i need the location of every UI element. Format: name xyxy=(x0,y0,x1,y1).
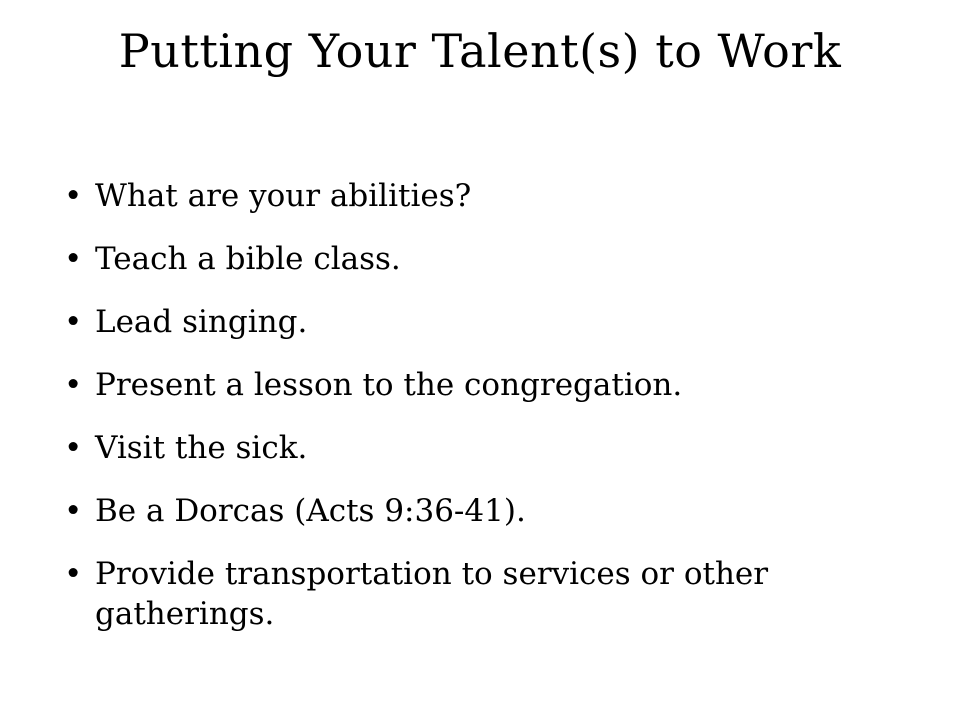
bullet-dot: • xyxy=(64,367,83,403)
bullet-dot: • xyxy=(64,556,83,592)
bullet-item xyxy=(60,176,880,216)
bullet-list xyxy=(60,176,880,634)
bullet-text: Present a lesson to the congregation. xyxy=(95,367,683,403)
bullet-text: Provide transportation to services or other gatherings. xyxy=(95,556,769,632)
bullet-text: Be a Dorcas (Acts 9:36-41). xyxy=(95,493,526,529)
bullet-dot: • xyxy=(64,178,83,214)
bullet-text: What are your abilities? xyxy=(95,178,472,214)
bullet-dot: • xyxy=(64,241,83,277)
bullet-dot: • xyxy=(64,493,83,529)
bullet-item xyxy=(60,554,880,634)
bullet-text: Visit the sick. xyxy=(95,430,308,466)
bullet-item xyxy=(60,428,880,468)
bullet-item xyxy=(60,302,880,342)
bullet-item xyxy=(60,365,880,405)
slide-title: Putting Your Talent(s) to Work xyxy=(118,24,842,78)
bullet-item xyxy=(60,239,880,279)
bullet-dot: • xyxy=(64,430,83,466)
bullet-item xyxy=(60,491,880,531)
bullet-text: Lead singing. xyxy=(95,304,308,340)
bullet-text: Teach a bible class. xyxy=(95,241,401,277)
bullet-dot: • xyxy=(64,304,83,340)
